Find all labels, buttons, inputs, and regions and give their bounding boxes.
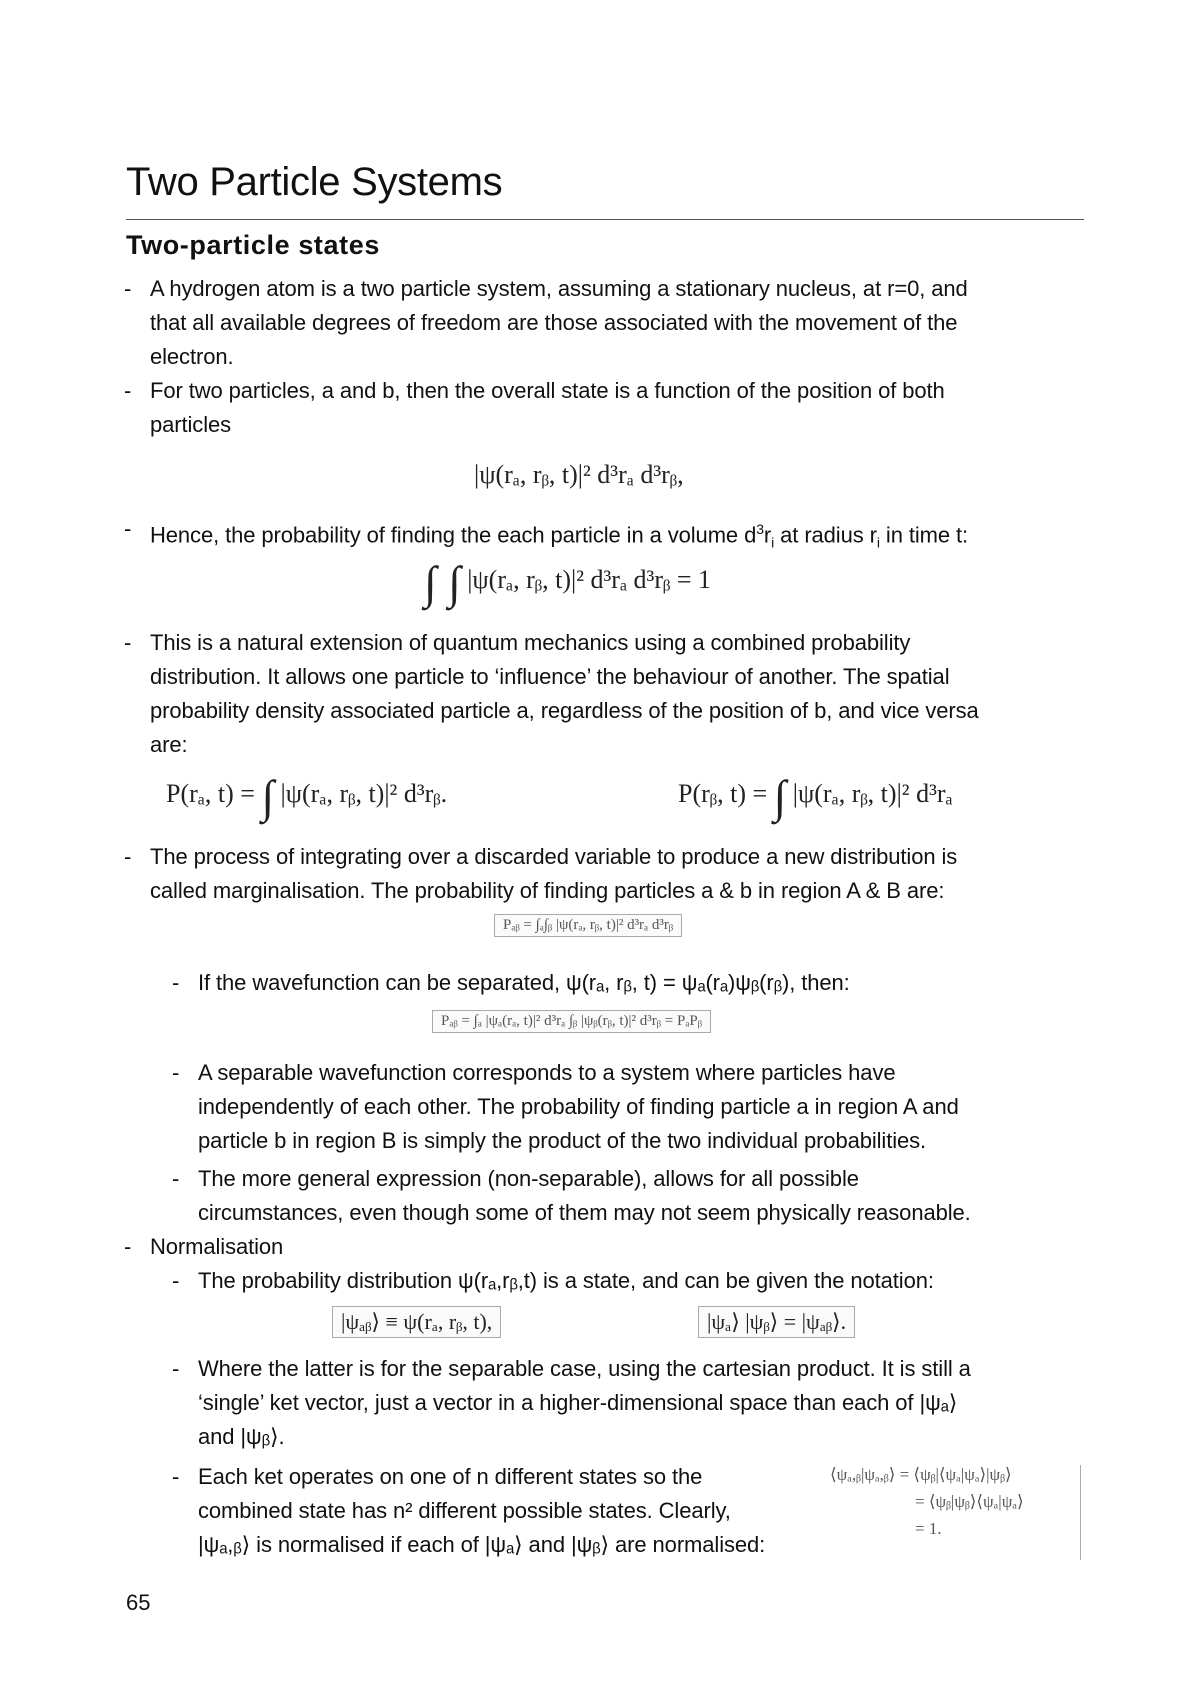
text-line: A hydrogen atom is a two particle system, assuming a stationary nucleus, at r=0, and: [150, 276, 968, 301]
bullet-marker: -: [172, 1060, 180, 1085]
paragraph-cartesian-product: [198, 1352, 1088, 1454]
text-line: particles: [150, 412, 232, 437]
equation-lhs: P(rᵦ, t) =: [678, 779, 768, 808]
integral-sign: ∫: [773, 771, 787, 822]
page-title: Two Particle Systems: [126, 160, 503, 204]
bullet-marker: -: [124, 630, 132, 655]
equation-inner-product: [830, 1465, 1081, 1560]
equation-line: ⟨ψₐ,ᵦ|ψₐ,ᵦ⟩ = ⟨ψᵦ|⟨ψₐ|ψₐ⟩|ψᵦ⟩: [830, 1465, 1012, 1484]
text-line: If the wavefunction can be separated, ψ(rₐ, rᵦ, t) = ψₐ(rₐ)ψᵦ(rᵦ), then:: [198, 970, 850, 995]
text-line: probability density associated particle a, regardless of the position of b, and vice versa: [150, 698, 979, 723]
text-line: The probability distribution ψ(rₐ,rᵦ,t) is a state, and can be given the notation:: [198, 1268, 934, 1293]
equation-marginal-b: [678, 770, 953, 823]
bullet-marker: -: [124, 378, 132, 403]
text-line: This is a natural extension of quantum mechanics using a combined probability: [150, 630, 911, 655]
bullet-marker: -: [124, 276, 132, 301]
text-line: |ψₐ,ᵦ⟩ is normalised if each of |ψₐ⟩ and |ψᵦ⟩ are normalised:: [198, 1532, 766, 1557]
paragraph-separable-condition: [198, 966, 1088, 1000]
text-line: are:: [150, 732, 188, 757]
integral-sign: ∫: [261, 771, 275, 822]
bullet-marker: -: [172, 970, 180, 995]
text-line: independently of each other. The probability of finding particle a in region A and: [198, 1094, 959, 1119]
superscript: 3: [756, 521, 764, 537]
text-run: Hence, the probability of finding the each particle in a volume d: [150, 522, 757, 548]
paragraph-marginalisation: [150, 840, 1090, 908]
text-line: The process of integrating over a discarded variable to produce a new distribution is: [150, 844, 958, 869]
paragraph-combined-normalised: [198, 1460, 838, 1562]
equation-body: |ψ(rₐ, rᵦ, t)|² d³rₐ d³rᵦ = 1: [467, 565, 712, 594]
bullet-marker: -: [172, 1464, 180, 1489]
equation-rhs: |ψ(rₐ, rᵦ, t)|² d³rᵦ.: [280, 779, 448, 808]
bullet-marker: -: [172, 1166, 180, 1191]
text-run: at radius r: [774, 522, 877, 548]
paragraph-hydrogen-atom: [150, 272, 1090, 374]
equation-line: = ⟨ψᵦ|ψᵦ⟩⟨ψₐ|ψₐ⟩: [915, 1492, 1024, 1511]
text-line: Where the latter is for the separable case, using the cartesian product. It is still a: [198, 1356, 971, 1381]
text-line: The more general expression (non-separable), allows for all possible: [198, 1166, 859, 1191]
bullet-marker: -: [124, 844, 132, 869]
bullet-marker: -: [124, 1234, 132, 1259]
equation-ket-definition: |ψₐᵦ⟩ ≡ ψ(rₐ, rᵦ, t),: [332, 1306, 501, 1338]
text-line: and |ψᵦ⟩.: [198, 1424, 285, 1449]
equation-region-probability: Pₐᵦ = ∫ₐ∫ᵦ |ψ(rₐ, rᵦ, t)|² d³rₐ d³rᵦ: [494, 914, 682, 937]
subscript: i: [876, 534, 880, 551]
text-run: in time t:: [879, 522, 969, 548]
text-line: called marginalisation. The probability of finding particles a & b in region A & B are:: [150, 878, 945, 903]
text-line: Normalisation: [150, 1234, 284, 1259]
text-line: For two particles, a and b, then the overall state is a function of the position of both: [150, 378, 945, 403]
equation-marginal-a: [166, 770, 447, 823]
paragraph-normalisation: [150, 1230, 1090, 1264]
text-line: electron.: [150, 344, 234, 369]
equation-ket-product: |ψₐ⟩ |ψᵦ⟩ = |ψₐᵦ⟩.: [698, 1306, 855, 1338]
equation-rhs: |ψ(rₐ, rᵦ, t)|² d³rₐ: [792, 779, 953, 808]
equation-separable-product: Pₐᵦ = ∫ₐ |ψₐ(rₐ, t)|² d³rₐ ∫ᵦ |ψᵦ(rᵦ, t)|² d³rᵦ = PₐPᵦ: [432, 1010, 711, 1033]
paragraph-general-expression: [198, 1162, 1088, 1230]
equation-line: = 1.: [915, 1519, 942, 1538]
page-number: 65: [126, 1590, 151, 1615]
text-line: Each ket operates on one of n different states so the: [198, 1464, 703, 1489]
text-line: A separable wavefunction corresponds to a system where particles have: [198, 1060, 896, 1085]
text-line: circumstances, even though some of them may not seem physically reasonable.: [198, 1200, 971, 1225]
subscript: i: [771, 534, 775, 551]
paragraph-two-particles: [150, 374, 1090, 442]
paragraph-state-notation: [198, 1264, 1088, 1298]
text-line: ‘single’ ket vector, just a vector in a higher-dimensional space than each of |ψₐ⟩: [198, 1390, 958, 1415]
equation-lhs: P(rₐ, t) =: [166, 779, 255, 808]
equation-normalisation-integral: [424, 556, 711, 609]
text-run: r: [763, 522, 772, 548]
text-line: that all available degrees of freedom are those associated with the movement of the: [150, 310, 958, 335]
text-line: particle b in region B is simply the product of the two individual probabilities.: [198, 1128, 927, 1153]
title-divider: [126, 219, 1084, 220]
text-line: distribution. It allows one particle to ‘influence’ the behaviour of another. The spatial: [150, 664, 950, 689]
integral-sign: ∫ ∫: [424, 557, 461, 608]
section-heading: Two-particle states: [126, 230, 380, 260]
equation-probability-element: |ψ(rₐ, rᵦ, t)|² d³rₐ d³rᵦ,: [474, 460, 684, 489]
paragraph-natural-extension: [150, 626, 1090, 762]
bullet-marker: -: [124, 516, 132, 541]
bullet-marker: -: [172, 1268, 180, 1293]
paragraph-probability-volume: [150, 512, 1090, 560]
text-line: combined state has n² different possible states. Clearly,: [198, 1498, 731, 1523]
bullet-marker: -: [172, 1356, 180, 1381]
paragraph-separable-meaning: [198, 1056, 1088, 1158]
